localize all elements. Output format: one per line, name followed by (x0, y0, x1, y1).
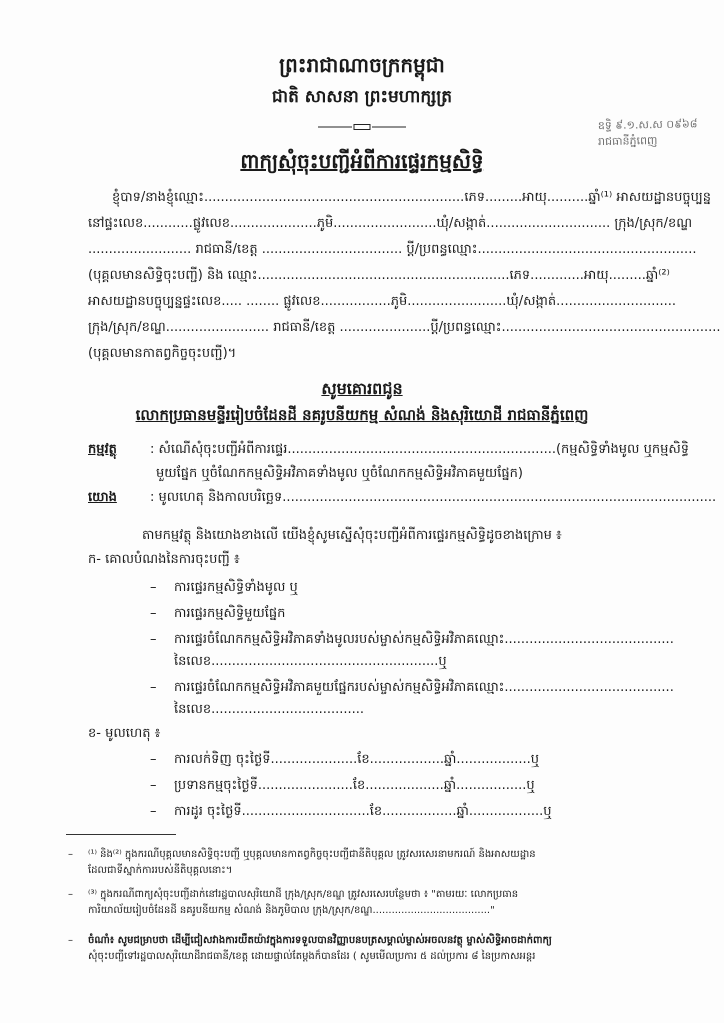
applicant-line-3: ......................... រាជធានី/ខេត្ត .................................. ប្តី/ប្រពន្ធឈ្មោះ..................................................... (88, 242, 697, 257)
item-text: ការផ្ទេរកម្មសិទ្ធិមួយផ្នែក (174, 606, 286, 621)
motto-heading: ជាតិ សាសនា ព្រះមហាក្សត្រ (271, 87, 453, 107)
item-text: ប្រទានកម្មចុះថ្ងៃទី.......................ខែ...................ឆ្នាំ.................ឬ (174, 778, 535, 793)
applicant-line-4: (បុគ្គលមានសិទ្ធិចុះបញ្ជី) និង ឈ្មោះ.............................................................ភេទ.............អាយុ.........ឆ្នាំ⁽²⁾ (88, 268, 670, 283)
section-b-item (150, 802, 551, 822)
bullet-dash: – (150, 580, 157, 595)
footnote-2-cont: ការិយាល័យរៀបចំដែនដី នគរូបនីយកម្ម សំណង់ និងភូមិបាល ក្រុង/ស្រុក/ខណ្ឌ....................................." (88, 905, 495, 916)
subject-text-2: មួយផ្នែក ឬចំណែកកម្មសិទ្ធិអវិភាគទាំងមូល ឬចំណែកកម្មសិទ្ធិអវិភាគមួយផ្នែក) (156, 466, 523, 481)
section-a-item (150, 678, 674, 698)
ornament-divider (318, 124, 406, 130)
applicant-line-2: នៅផ្ទះលេខ............ផ្លូវលេខ.....................ភូមិ.........................ឃុំ/សង្កាត់.............................. ក្រុង/ស្រុក/ខណ្ឌ (88, 216, 693, 231)
reference-stamp: ឧទ្ទិ ៩.១.ស.ស ០៩៦៨ រាជធានីភ្នំពេញ (597, 117, 698, 149)
applicant-line-6: ក្រុង/ស្រុក/ខណ្ឌ......................... រាជធានី/ខេត្ត ......................ប្តី/ប្រពន្ធឈ្មោះ..................................................... (88, 320, 721, 335)
section-b-item (150, 776, 535, 796)
footnote-dash: – (68, 849, 73, 860)
item-text: ការដូរ ចុះថ្ងៃទី...............................ខែ..................ឆ្នាំ..................ឬ (174, 804, 552, 819)
subject-text-1: : សំណើសុំចុះបញ្ជីអំពីការផ្ទេរ.................................................................(កម្មសិទ្ធិទាំងមូល ឬកម្មសិទ្ធិ (150, 442, 689, 457)
item-text: ការផ្ទេរចំណែកកម្មសិទ្ធិអវិភាគមួយផ្នែករបស់ម្ចាស់កម្មសិទ្ធិអវិភាគឈ្មោះ......................................... (174, 680, 674, 695)
bullet-dash: – (150, 632, 157, 647)
note-cont: សុំចុះបញ្ជីទៅរដ្ឋបាលសុរិយោដីរាជធានី/ខេត្ត ដោយផ្ទាល់តែម្តងក៏បានដែរ ( សូមមើលប្រការ ៥ ដល់ប្រការ ៨ នៃប្រកាសអន្តរ (88, 951, 536, 962)
item-text: ការលក់ទិញ ចុះថ្ងៃទី.....................ខែ..................ឆ្នាំ..................ឬ (174, 752, 540, 767)
footnote-dash: – (68, 935, 73, 946)
item-text: ការផ្ទេរកម្មសិទ្ធិទាំងមូល ឬ (174, 580, 298, 595)
footnote-divider (66, 834, 176, 835)
footnote-1: ⁽¹⁾ និង⁽²⁾ ក្នុងករណីបុគ្គលមានសិទ្ធិចុះបញ្ជី ឬបុគ្គលមានកាតព្វកិច្ចចុះបញ្ជីជានីតិបុគ្គល ត្រូវសរសេរនាមករណ៍ និងអាសយដ្ឋាន (88, 849, 536, 860)
section-a-item (150, 604, 285, 624)
kingdom-heading: ព្រះរាជាណាចក្រកម្ពុជា (279, 53, 445, 77)
applicant-line-5: អាសយដ្ឋានបច្ចុប្បន្នផ្ទះលេខ..... ........ ផ្លូវលេខ.................ភូមិ........................ឃុំ/សង្កាត់............................. (88, 294, 677, 309)
addressee: លោកប្រធានមន្ទីររៀបចំដែនដី នគរូបនីយកម្ម សំណង់ និងសុរិយោដី រាជធានីភ្នំពេញ (135, 406, 589, 424)
bullet-dash: – (150, 752, 157, 767)
section-a-item-cont: នៃលេខ..................................... (174, 702, 365, 717)
section-a-item (150, 630, 674, 650)
form-title: ពាក្យសុំចុះបញ្ជីអំពីការផ្ទេរកម្មសិទ្ធិ (240, 149, 484, 173)
bullet-dash: – (150, 680, 157, 695)
salutation: សូមគោរពជូន (321, 379, 403, 398)
applicant-line-1: ខ្ញុំបាទ/នាងខ្ញុំឈ្មោះ...............................................................ភេទ.........អាយុ..........ឆ្នាំ⁽¹⁾ អាសយដ្ឋានបច្ចុប្បន្ន (112, 190, 711, 205)
section-a-item-cont: នៃលេខ.......................................................ឬ (174, 654, 447, 669)
item-text: ការផ្ទេរចំណែកកម្មសិទ្ធិអវិភាគទាំងមូលរបស់ម្ចាស់កម្មសិទ្ធិអវិភាគឈ្មោះ......................................... (174, 632, 674, 647)
reference-text: : មូលហេតុ និងកាលបរិច្ឆេទ......................................................................................................... (150, 490, 717, 505)
bullet-dash: – (150, 804, 157, 819)
bullet-dash: – (150, 606, 157, 621)
footnote-1-cont: ដែលជាទីស្នាក់ការរបស់នីតិបុគ្គលនោះ។ (88, 865, 233, 876)
subject-label: កម្មវត្ថុ (88, 442, 117, 457)
section-b-item (150, 750, 539, 770)
applicant-line-7: (បុគ្គលមានកាតព្វកិច្ចចុះបញ្ជី)។ (88, 346, 237, 361)
section-b-heading: ខ- មូលហេតុ ៖ (88, 726, 161, 741)
body-text: តាមកម្មវត្ថុ និងយោងខាងលើ យើងខ្ញុំសូមស្នើសុំចុះបញ្ជីអំពីការផ្ទេរកម្មសិទ្ធិដូចខាងក្រោម ៖ (142, 528, 562, 543)
bullet-dash: – (150, 778, 157, 793)
section-a-heading: ក- គោលបំណងនៃការចុះបញ្ជី ៖ (88, 552, 240, 567)
note: ចំណាំ៖ សូមជម្រាបថា ដើម្បីជៀសវាងការយឺតយ៉ាវក្នុងការទទួលបានវិញ្ញាបនបត្រសម្គាល់ម្ចាស់អចលនវត្ថុ ម្ចាស់សិទ្ធិអាចដាក់ពាក្យ (88, 935, 552, 946)
reference-label: យោង (88, 490, 117, 505)
section-a-item (150, 578, 298, 598)
footnote-2: ⁽³⁾ ក្នុងករណីពាក្យសុំចុះបញ្ជីដាក់នៅរដ្ឋបាលសុរិយោដី ក្រុង/ស្រុក/ខណ្ឌ ត្រូវសរសេរបន្ថែមថា ៖ "តាមរយៈ លោកប្រធាន (88, 889, 519, 900)
footnote-dash: – (68, 889, 73, 900)
